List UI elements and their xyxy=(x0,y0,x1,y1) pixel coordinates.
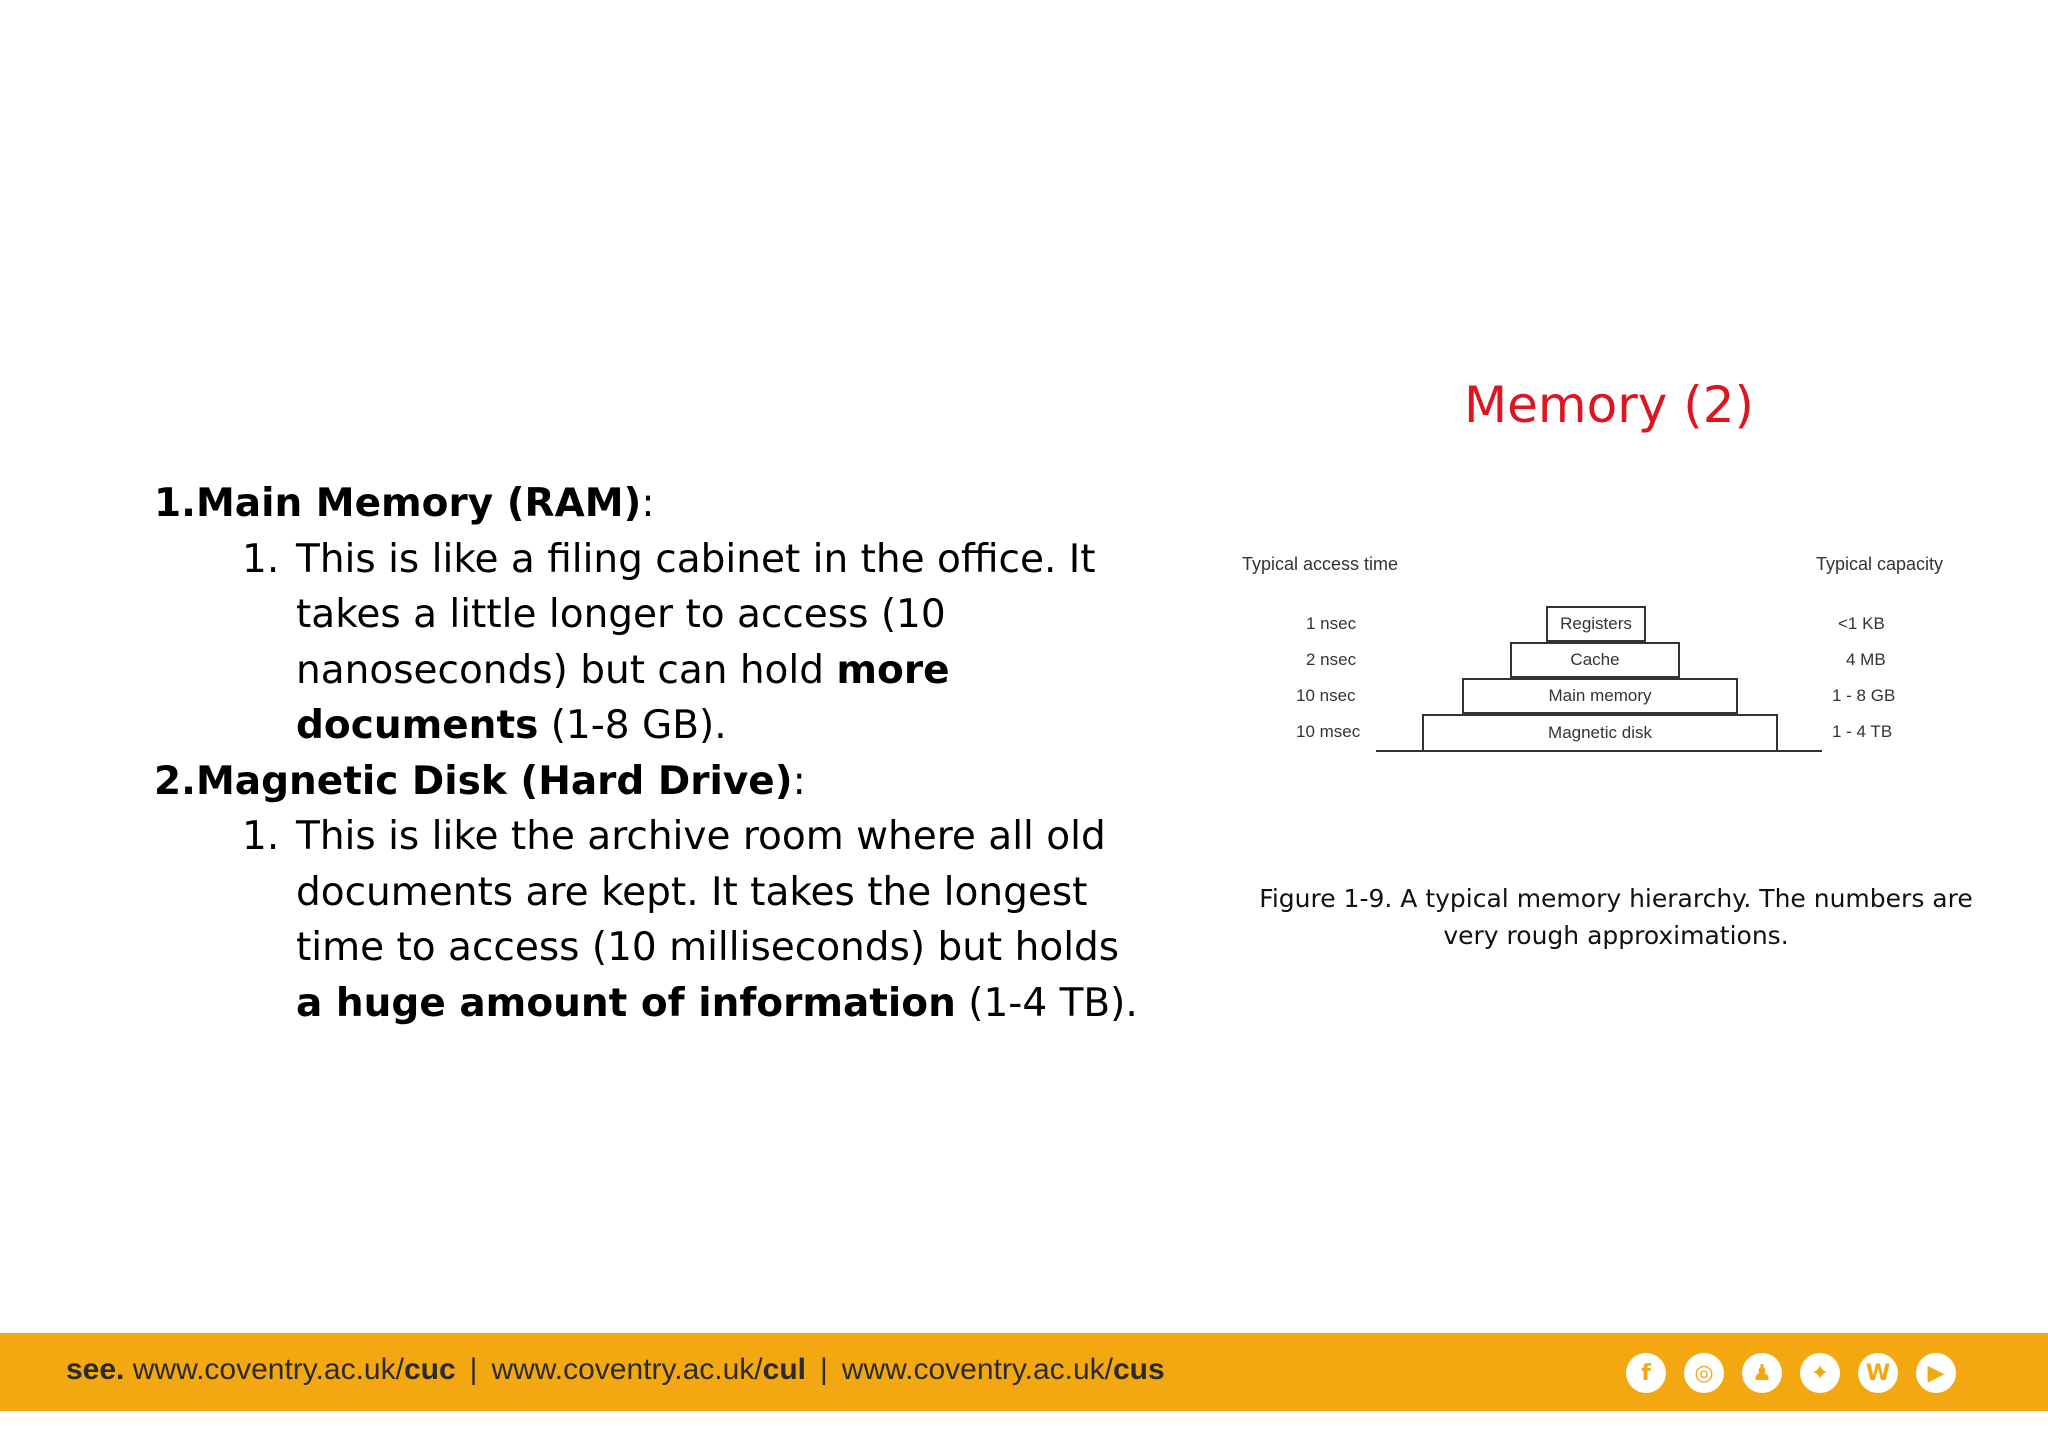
facebook-icon[interactable]: f xyxy=(1626,1353,1666,1393)
magnetic-disk-box: Magnetic disk xyxy=(1422,714,1778,752)
emphasis: more documents xyxy=(296,647,950,748)
cache-box: Cache xyxy=(1510,642,1680,678)
level-capacity: 1 - 8 GB xyxy=(1832,686,1896,705)
link-suffix: cus xyxy=(1113,1353,1165,1386)
link-suffix: cul xyxy=(762,1353,806,1386)
level-capacity: 1 - 4 TB xyxy=(1832,722,1893,741)
level-time: 2 nsec xyxy=(1306,650,1357,669)
magnetic-disk-description xyxy=(296,809,1156,1031)
memory-hierarchy-figure xyxy=(1230,540,1990,780)
magnetic-disk-heading: 2.Magnetic Disk (Hard Drive) xyxy=(154,758,793,804)
figure-caption: Figure 1-9. A typical memory hierarchy. The numbers are very rough approximations. xyxy=(1259,884,1973,950)
separator: | xyxy=(820,1353,828,1386)
social-icons xyxy=(1626,1353,1956,1393)
main-memory-heading: 1.Main Memory (RAM) xyxy=(154,481,642,526)
level-time: 10 nsec xyxy=(1296,686,1356,705)
link-suffix: cuc xyxy=(403,1353,456,1386)
main-memory-description xyxy=(296,532,1156,754)
wordpress-icon[interactable]: W xyxy=(1858,1353,1898,1393)
link-base: www.coventry.ac.uk/ xyxy=(841,1353,1113,1386)
registers-box: Registers xyxy=(1546,606,1646,642)
youtube-icon[interactable]: ▶ xyxy=(1916,1353,1956,1393)
emphasis: a huge amount of information xyxy=(296,980,956,1026)
footer-link-cul[interactable] xyxy=(491,1353,806,1386)
level-time: 1 nsec xyxy=(1306,614,1357,633)
twitter-icon[interactable]: ✦ xyxy=(1800,1353,1840,1393)
sublist-number: 1. xyxy=(242,536,280,582)
link-base: www.coventry.ac.uk/ xyxy=(132,1353,404,1386)
list-item-main-memory xyxy=(154,476,1154,532)
sublist-item-magnetic-disk xyxy=(242,809,1156,1031)
access-time-header: Typical access time xyxy=(1242,554,1399,574)
footer-link-cuc[interactable] xyxy=(133,1353,456,1386)
text: (1-4 TB). xyxy=(955,980,1138,1026)
text: This is like a filing cabinet in the office. It takes a little longer to access (10 nanoseconds) but can hold xyxy=(296,536,1096,693)
hierarchy-baseline xyxy=(1376,750,1822,752)
slide-content xyxy=(154,476,1154,1031)
list-item-magnetic-disk xyxy=(154,754,1154,810)
sublist-item-main-memory xyxy=(242,532,1156,754)
link-base: www.coventry.ac.uk/ xyxy=(491,1353,763,1386)
level-time: 10 msec xyxy=(1296,722,1361,741)
footer-bar xyxy=(0,1333,2048,1411)
instagram-icon[interactable]: ◎ xyxy=(1684,1353,1724,1393)
colon: : xyxy=(792,758,806,804)
main-memory-box: Main memory xyxy=(1462,678,1738,714)
level-capacity: 4 MB xyxy=(1846,650,1886,669)
level-capacity: <1 KB xyxy=(1838,614,1885,633)
see-prefix: see. xyxy=(66,1353,125,1386)
colon: : xyxy=(641,481,655,526)
sublist-number: 1. xyxy=(242,814,280,859)
text: This is like the archive room where all old documents are kept. It takes the longest time to access (10 milliseconds) but holds xyxy=(296,814,1120,970)
snapchat-icon[interactable]: ♟ xyxy=(1742,1353,1782,1393)
footer-link-cus[interactable] xyxy=(842,1353,1165,1386)
slide-title: Memory (2) xyxy=(1464,376,1755,434)
capacity-header: Typical capacity xyxy=(1816,554,1944,574)
footer-links xyxy=(66,1353,1165,1387)
text: (1-8 GB). xyxy=(538,703,727,748)
separator: | xyxy=(469,1353,478,1386)
